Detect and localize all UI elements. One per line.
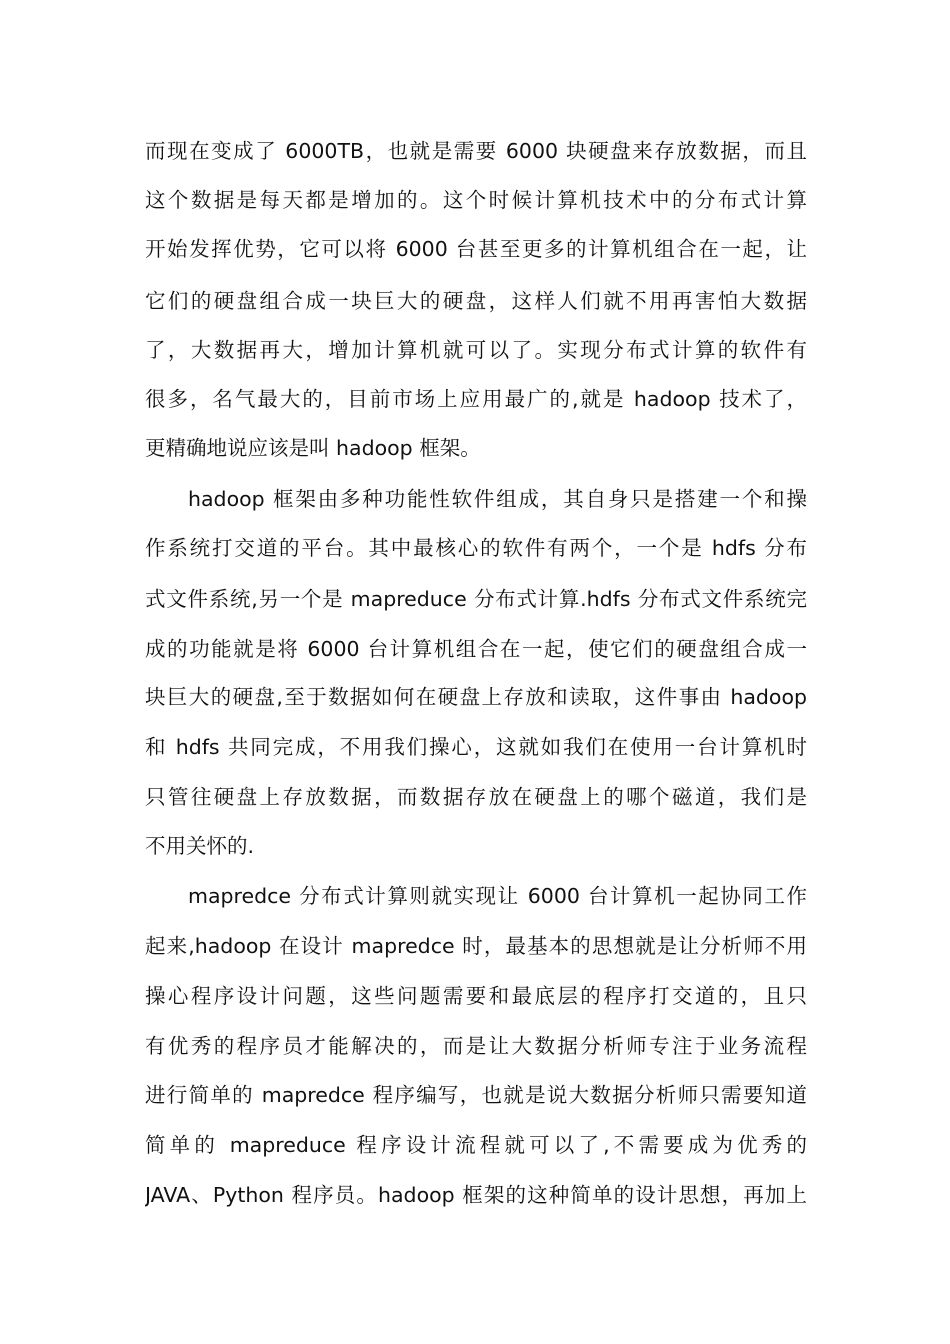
text-line: 和 hdfs 共同完成，不用我们操心，这就如我们在使用一台计算机时 [145,735,807,759]
text-line: 操心程序设计问题，这些问题需要和最底层的程序打交道的，且只 [145,984,807,1008]
text-line: 这个数据是每天都是增加的。这个时候计算机技术中的分布式计算 [145,188,807,212]
text-line: 了，大数据再大，增加计算机就可以了。实现分布式计算的软件有 [145,338,807,362]
text-line: 它们的硬盘组合成一块巨大的硬盘，这样人们就不用再害怕大数据 [145,289,807,313]
text-line: 更精确地说应该是叫 hadoop 框架。 [145,436,481,460]
text-line: 成的功能就是将 6000 台计算机组合在一起，使它们的硬盘组合成一 [145,637,807,661]
text-line: 进行简单的 mapredce 程序编写，也就是说大数据分析师只需要知道 [145,1083,807,1107]
text-line: mapredce 分布式计算则就实现让 6000 台计算机一起协同工作 [188,884,807,908]
text-line: 不用关怀的. [145,834,255,858]
text-line: 很多，名气最大的，目前市场上应用最广的,就是 hadoop 技术了， [145,387,807,411]
text-line: 式文件系统,另一个是 mapreduce 分布式计算.hdfs 分布式文件系统完 [145,587,807,611]
text-line: 作系统打交道的平台。其中最核心的软件有两个，一个是 hdfs 分布 [145,536,807,560]
text-line: 而现在变成了 6000TB，也就是需要 6000 块硬盘来存放数据，而且 [145,139,807,163]
text-line: 起来,hadoop 在设计 mapredce 时，最基本的思想就是让分析师不用 [145,934,807,958]
text-line: 块巨大的硬盘,至于数据如何在硬盘上存放和读取，这件事由 hadoop [145,685,807,709]
text-line: 开始发挥优势，它可以将 6000 台甚至更多的计算机组合在一起，让 [145,237,807,261]
text-line: hadoop 框架由多种功能性软件组成，其自身只是搭建一个和操 [188,487,807,511]
text-line: 简单的 mapreduce 程序设计流程就可以了,不需要成为优秀的 [145,1133,807,1157]
text-line: 有优秀的程序员才能解决的，而是让大数据分析师专注于业务流程 [145,1034,807,1058]
text-line: JAVA、Python 程序员。hadoop 框架的这种简单的设计思想，再加上 [145,1183,807,1207]
text-line: 只管往硬盘上存放数据，而数据存放在硬盘上的哪个磁道，我们是 [145,785,807,809]
